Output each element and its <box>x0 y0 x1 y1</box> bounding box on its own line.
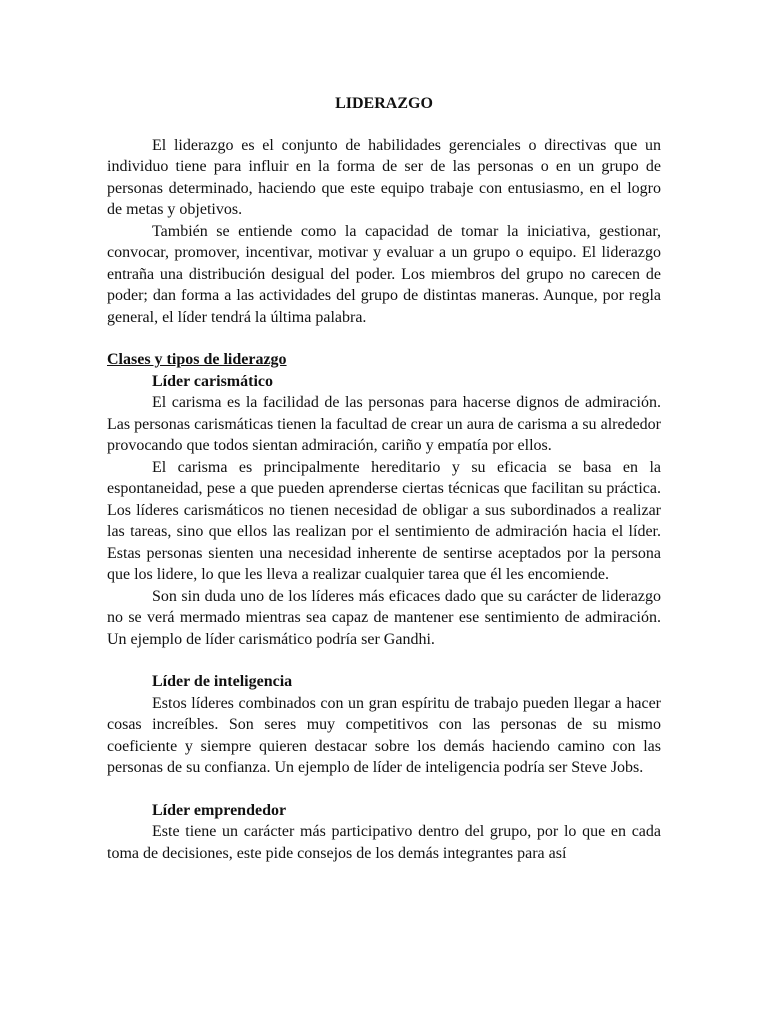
body-paragraph: El carisma es principalmente hereditario y su eficacia se basa en la espontaneidad, pese a que pueden aprenderse ciertas técnicas que facilitan su práctica. Los líderes carismáticos no tienen necesidad de obligar a sus subordinados a realizar las tareas, sino que ellos las realizan por el sentimiento de admiración hacia el líder. Estas personas sienten una necesidad inherente de sentirse aceptados por la persona que los lidere, lo que les lleva a realizar cualquier tarea que él les encomiende. <box>107 458 661 583</box>
body-paragraph: Son sin duda uno de los líderes más eficaces dado que su carácter de liderazgo no se verá mermado mientras sea capaz de mantener ese sentimiento de admiración. Un ejemplo de líder carismático podría ser Gandhi. <box>107 587 661 648</box>
intro-paragraph: El liderazgo es el conjunto de habilidades gerenciales o directivas que un individuo tiene para influir en la forma de ser de las personas o en un grupo de personas determinado, haciendo que este equipo trabaje con entusiasmo, en el logro de metas y objetivos. <box>107 136 661 218</box>
body-paragraph: El carisma es la facilidad de las personas para hacerse dignos de admiración. Las personas carismáticas tienen la facultad de crear un aura de carisma a su alrededor provocando que todos sientan admiración, cariño y empatía por ellos. <box>107 394 661 454</box>
subheading-lider-emprendedor: Líder emprendedor <box>152 801 287 819</box>
body-paragraph: Estos líderes combinados con un gran espíritu de trabajo pueden llegar a hacer cosas increíbles. Son seres muy competitivos con las personas de su mismo coeficiente y siempre quieren destacar sobre los demás haciendo camino con las personas de su confianza. Un ejemplo de líder de inteligencia podría ser Steve Jobs. <box>107 694 661 776</box>
subheading-lider-carismatico: Líder carismático <box>152 372 274 390</box>
document-title: LIDERAZGO <box>335 95 433 112</box>
section-heading: Clases y tipos de liderazgo <box>107 351 287 368</box>
subheading-lider-inteligencia: Líder de inteligencia <box>152 673 293 690</box>
spacer <box>107 650 661 671</box>
document-body <box>107 93 661 864</box>
spacer <box>107 779 661 800</box>
intro-paragraph: También se entiende como la capacidad de tomar la iniciativa, gestionar, convocar, promover, incentivar, motivar y evaluar a un grupo o equipo. El liderazgo entraña una distribución desigual del poder. Los miembros del grupo no carecen de poder; dan forma a las actividades del grupo de distintas maneras. Aunque, por regla general, el líder tendrá la última palabra. <box>107 222 661 326</box>
body-paragraph: Este tiene un carácter más participativo dentro del grupo, por lo que en cada toma de decisiones, este pide consejos de los demás integrantes para así <box>107 823 661 862</box>
